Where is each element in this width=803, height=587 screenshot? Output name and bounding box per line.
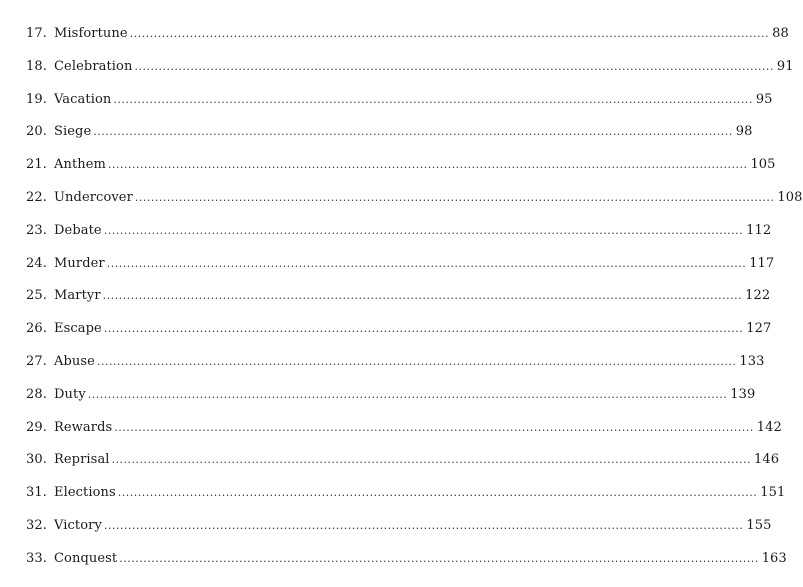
dot-leader: ................................................................................................................................................................ xyxy=(103,322,744,336)
dot-leader: ................................................................................................................................................................ xyxy=(107,158,748,172)
chapter-number: 30. xyxy=(26,452,47,468)
toc-entry-25[interactable] xyxy=(26,286,771,319)
chapter-title: Escape xyxy=(54,321,102,337)
dot-leader: ................................................................................................................................................................ xyxy=(87,387,728,401)
page-number: 91 xyxy=(776,58,794,74)
dot-leader: ................................................................................................................................................................ xyxy=(134,190,775,204)
dot-leader: ................................................................................................................................................................ xyxy=(114,420,754,434)
page-number: 127 xyxy=(746,321,772,337)
toc-entry-24[interactable] xyxy=(26,254,775,287)
toc-entry-27[interactable] xyxy=(26,352,765,385)
chapter-number: 33. xyxy=(26,550,47,566)
toc-entry-26[interactable] xyxy=(26,319,772,352)
dot-leader: ................................................................................................................................................................ xyxy=(93,125,733,139)
toc-entry-22[interactable] xyxy=(26,188,803,221)
toc-entry-17[interactable] xyxy=(26,24,789,57)
page-number: 146 xyxy=(754,452,780,468)
page-number: 155 xyxy=(746,517,772,533)
chapter-number: 27. xyxy=(26,353,47,369)
dot-leader: ................................................................................................................................................................ xyxy=(96,354,737,368)
toc-entry-28[interactable] xyxy=(26,385,756,418)
toc-entry-20[interactable] xyxy=(26,122,753,155)
table-of-contents xyxy=(26,24,803,582)
chapter-number: 26. xyxy=(26,321,47,337)
dot-leader: ................................................................................................................................................................ xyxy=(103,518,744,532)
page-number: 142 xyxy=(756,419,782,435)
toc-entry-23[interactable] xyxy=(26,221,772,254)
chapter-number: 19. xyxy=(26,91,47,107)
chapter-title: Conquest xyxy=(54,550,118,566)
page-number: 139 xyxy=(730,386,756,402)
page-number: 122 xyxy=(745,288,771,304)
chapter-title: Rewards xyxy=(54,419,113,435)
chapter-number: 31. xyxy=(26,485,47,501)
toc-entry-33[interactable] xyxy=(26,549,787,582)
chapter-title: Abuse xyxy=(54,353,95,369)
chapter-number: 18. xyxy=(26,58,47,74)
chapter-number: 28. xyxy=(26,386,47,402)
page-number: 117 xyxy=(749,255,775,271)
chapter-number: 23. xyxy=(26,222,47,238)
toc-entry-32[interactable] xyxy=(26,516,772,549)
dot-leader: ................................................................................................................................................................ xyxy=(113,92,753,106)
page-number: 112 xyxy=(746,222,772,238)
chapter-title: Vacation xyxy=(54,91,112,107)
chapter-number: 20. xyxy=(26,124,47,140)
chapter-title: Reprisal xyxy=(54,452,110,468)
chapter-title: Martyr xyxy=(54,288,101,304)
dot-leader: ................................................................................................................................................................ xyxy=(119,551,759,565)
toc-entry-31[interactable] xyxy=(26,483,786,516)
dot-leader: ................................................................................................................................................................ xyxy=(129,27,770,40)
chapter-number: 29. xyxy=(26,419,47,435)
toc-entry-19[interactable] xyxy=(26,90,773,123)
chapter-number: 22. xyxy=(26,189,47,205)
page-number: 105 xyxy=(750,157,776,173)
chapter-title: Celebration xyxy=(54,58,133,74)
page-number: 95 xyxy=(755,91,773,107)
chapter-number: 17. xyxy=(26,26,47,41)
chapter-title: Elections xyxy=(54,485,116,501)
chapter-number: 24. xyxy=(26,255,47,271)
toc-entry-29[interactable] xyxy=(26,418,782,451)
dot-leader: ................................................................................................................................................................ xyxy=(117,486,758,500)
dot-leader: ................................................................................................................................................................ xyxy=(102,289,743,303)
dot-leader: ................................................................................................................................................................ xyxy=(106,256,747,270)
toc-entry-30[interactable] xyxy=(26,450,780,483)
chapter-title: Murder xyxy=(54,255,105,271)
page-number: 133 xyxy=(739,353,765,369)
chapter-number: 32. xyxy=(26,517,47,533)
chapter-title: Duty xyxy=(54,386,86,402)
chapter-title: Undercover xyxy=(54,189,133,205)
dot-leader: ................................................................................................................................................................ xyxy=(111,453,752,467)
dot-leader: ................................................................................................................................................................ xyxy=(134,59,774,73)
toc-entry-18[interactable] xyxy=(26,57,794,90)
page-number: 88 xyxy=(772,26,789,41)
page-number: 163 xyxy=(761,550,787,566)
chapter-number: 21. xyxy=(26,157,47,173)
page-number: 108 xyxy=(777,189,803,205)
chapter-title: Misfortune xyxy=(54,26,128,41)
page-number: 151 xyxy=(760,485,786,501)
chapter-title: Debate xyxy=(54,222,102,238)
page-number: 98 xyxy=(735,124,753,140)
chapter-title: Anthem xyxy=(54,157,106,173)
chapter-title: Siege xyxy=(54,124,92,140)
chapter-number: 25. xyxy=(26,288,47,304)
chapter-title: Victory xyxy=(54,517,102,533)
dot-leader: ................................................................................................................................................................ xyxy=(103,223,744,237)
toc-entry-21[interactable] xyxy=(26,155,776,188)
